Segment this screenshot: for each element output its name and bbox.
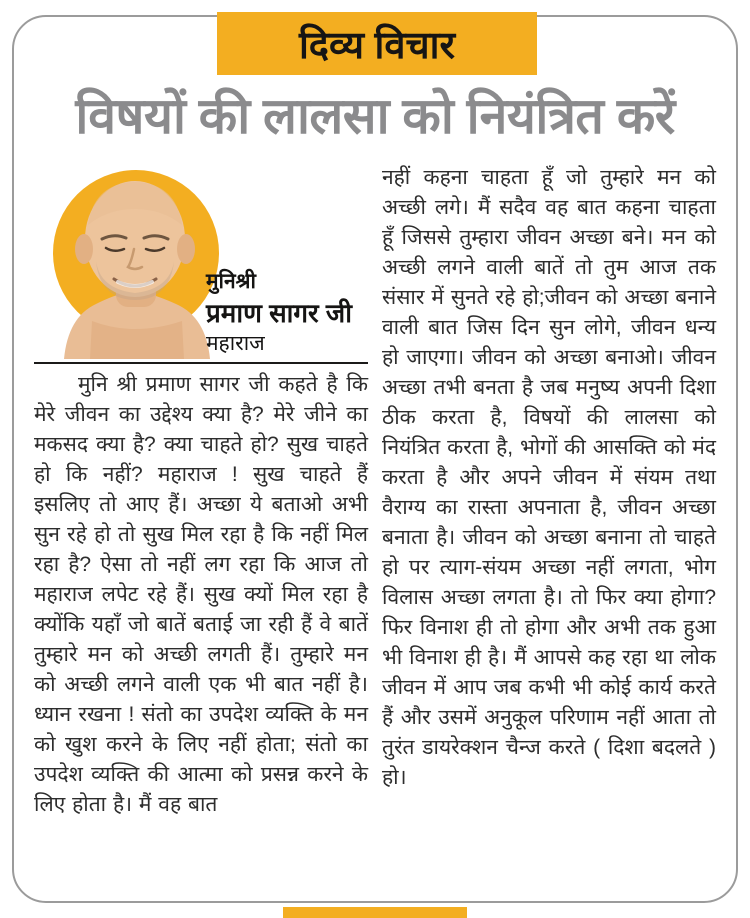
section-banner xyxy=(217,12,537,75)
author-prefix: मुनिश्री xyxy=(206,269,256,293)
section-banner-label: दिव्य विचार xyxy=(298,24,456,67)
article-columns xyxy=(14,151,736,820)
article-text-right: नहीं कहना चाहता हूँ जो तुम्हारे मन को अच्छी लगे। मैं सदैव वह बात कहना चाहता हूँ जिससे तुम्हारा जीवन अच्छा बने। मन को अच्छी लगने वाली बातें तो तुम आज तक संसार में सुनते रहे हो;जीवन को अच्छा बनाने वाली बात जिस दिन सुन लोगे, जीवन धन्य हो जाएगा। जीवन को अच्छा बनाओ। जीवन अच्छा तभी बनता है जब मनुष्य अपनी दिशा ठीक करता है, विषयों की लालसा को नियंत्रित करता है, भोगों की आसक्ति को मंद करता है और अपने जीवन में संयम तथा वैराग्य का रास्ता अपनाता है, जीवन अच्छा बनाता है। जीवन को अच्छा बनाना तो चाहते हो पर त्याग-संयम अच्छा नहीं लगता, भोग विलास अच्छा लगता है। तो फिर क्या होगा? फिर विनाश ही तो होगा और अभी तक हुआ भी विनाश ही है। मैं आपसे कह रहा था लोक जीवन में आप जब कभी भी कोई कार्य करते हैं और उसमें अनुकूल परिणाम नहीं आता तो तुरंत डायरेक्शन चैन्ज करते ( दिशा बदलते ) हो। xyxy=(382,165,716,789)
article-headline: विषयों की लालसा को नियंत्रित करें xyxy=(75,88,675,144)
author-caption xyxy=(206,269,352,358)
photo-divider-rule xyxy=(34,362,368,364)
author-photo-block xyxy=(34,161,368,359)
author-suffix: महाराज xyxy=(206,332,265,356)
left-column xyxy=(34,161,368,820)
right-column xyxy=(382,161,716,820)
next-section-banner-edge xyxy=(283,907,467,918)
author-name: प्रमाण सागर जी xyxy=(206,297,352,328)
article-text-left: मुनि श्री प्रमाण सागर जी कहते है कि मेरे जीवन का उद्देश्य क्या है? मेरे जीने का मकसद क्या है? क्या चाहते हो? सुख चाहते हो कि नहीं? महाराज ! सुख चाहते हैं इसलिए तो आए हैं। अच्छा ये बताओ अभी सुन रहे हो तो सुख मिल रहा है कि नहीं मिल रहा है? ऐसा तो नहीं लग रहा कि आज तो महाराज लपेट रहे हैं। सुख क्यों मिल रहा है क्योंकि यहाँ जो बातें बताई जा रही हैं वे बातें तुम्हारे मन को अच्छी लगती हैं। तुम्हारे मन को अच्छी लगने वाली एक भी बात नहीं है। ध्यान रखना ! संतो का उपदेश व्यक्ति के मन को खुश करने के लिए नहीं होता; संतो का उपदेश व्यक्ति की आत्मा को प्रसन्न करने के लिए होता है। मैं वह बात xyxy=(34,372,368,816)
article-card xyxy=(12,15,738,903)
